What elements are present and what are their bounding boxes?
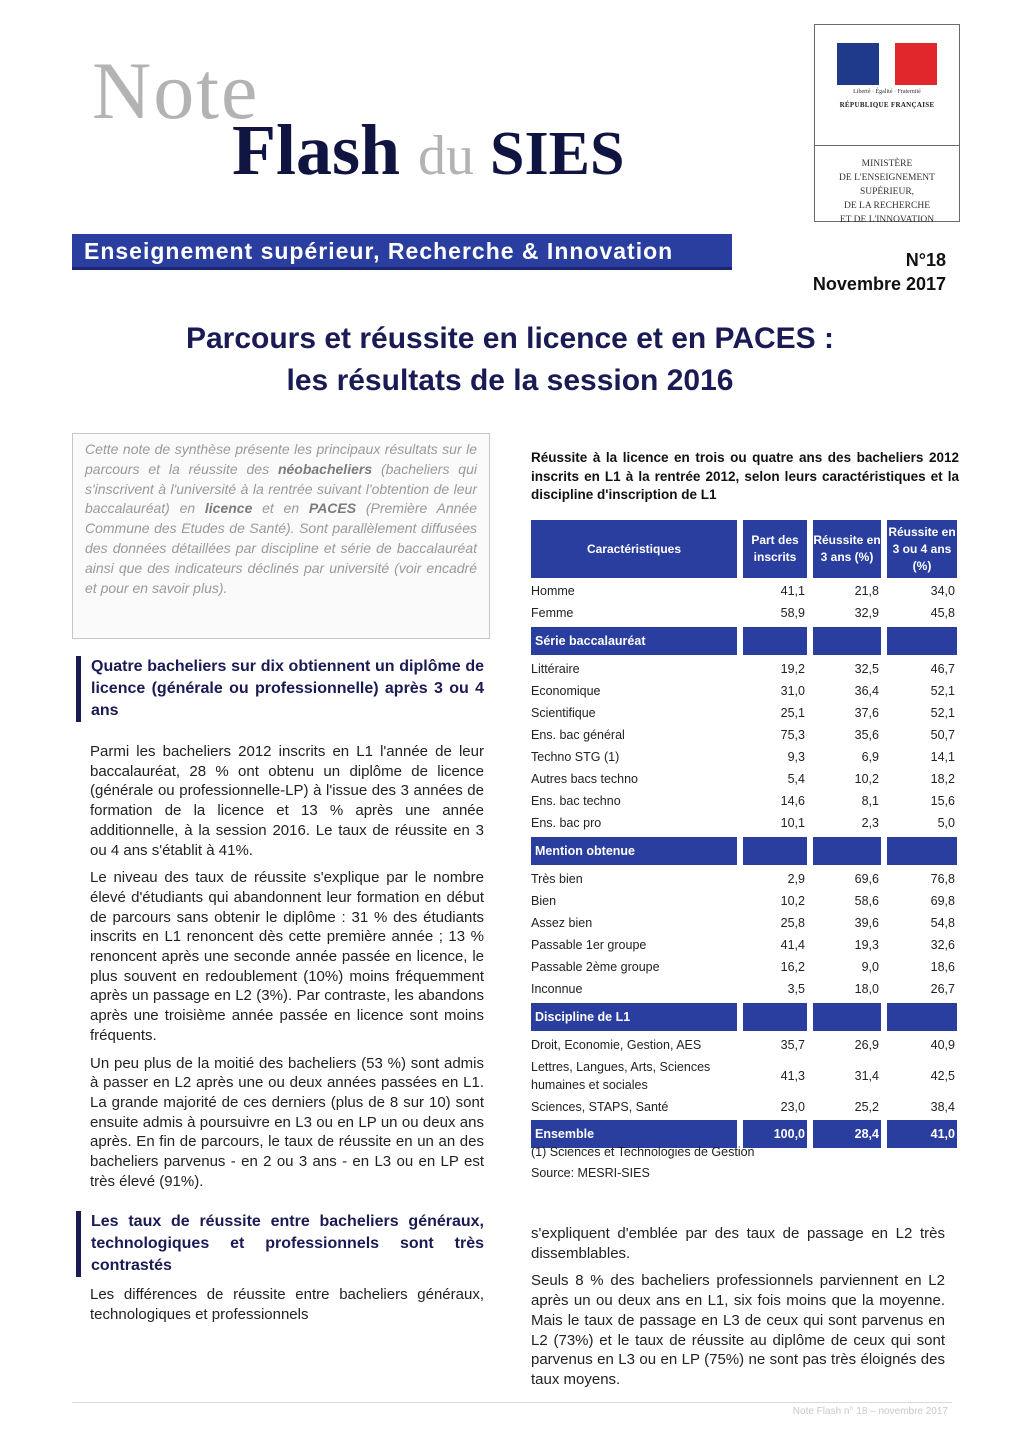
row-value: 41,3 bbox=[780, 1069, 805, 1083]
table-section-header bbox=[531, 627, 961, 655]
row-value: 75,3 bbox=[780, 728, 805, 742]
logo-ministry-line: ET DE L'INNOVATION bbox=[839, 215, 935, 225]
row-value: 40,9 bbox=[930, 1038, 955, 1052]
table-row bbox=[531, 912, 961, 934]
row-value: 8,1 bbox=[861, 794, 879, 808]
marianne-flag-icon bbox=[837, 43, 937, 85]
row-value: 52,1 bbox=[930, 684, 955, 698]
section-fill bbox=[743, 837, 807, 865]
row-value: 41,1 bbox=[780, 584, 805, 598]
section-fill bbox=[887, 627, 957, 655]
table-row bbox=[531, 768, 961, 790]
table-row bbox=[531, 978, 961, 1000]
row-value: 18,2 bbox=[930, 772, 955, 786]
row-value: 69,6 bbox=[854, 872, 879, 886]
total-cell: 28,4 bbox=[813, 1120, 881, 1148]
row-value: 39,6 bbox=[854, 916, 879, 930]
row-value: 25,2 bbox=[854, 1100, 879, 1114]
section-fill bbox=[887, 1003, 957, 1031]
table-row bbox=[531, 868, 961, 890]
row-label: Droit, Economie, Gestion, AES bbox=[531, 1038, 702, 1052]
table-notes bbox=[531, 1142, 755, 1184]
section-fill bbox=[743, 627, 807, 655]
row-value: 34,0 bbox=[930, 584, 955, 598]
section-title: Mention obtenue bbox=[531, 837, 737, 865]
body-paragraph: Les différences de réussite entre bacheliers généraux, technologiques et professionnels bbox=[90, 1286, 484, 1324]
row-value: 25,8 bbox=[780, 916, 805, 930]
row-value: 31,0 bbox=[780, 684, 805, 698]
section-fill bbox=[813, 627, 881, 655]
row-value: 19,2 bbox=[780, 662, 805, 676]
abstract-term: PACES bbox=[308, 500, 357, 517]
total-cell: 41,0 bbox=[887, 1120, 957, 1148]
row-value: 14,6 bbox=[780, 794, 805, 808]
table-row bbox=[531, 680, 961, 702]
row-value: 42,5 bbox=[930, 1069, 955, 1083]
row-value: 10,2 bbox=[854, 772, 879, 786]
right-column bbox=[531, 1224, 945, 1398]
row-value: 32,9 bbox=[854, 606, 879, 620]
row-label: Sciences, STAPS, Santé bbox=[531, 1100, 669, 1114]
table-row bbox=[531, 934, 961, 956]
masthead-note: Note bbox=[92, 45, 260, 136]
logo-ministry-line: DE L'ENSEIGNEMENT bbox=[839, 173, 935, 183]
section-heading: Quatre bacheliers sur dix obtiennent un diplôme de licence (générale ou professionnelle) après 3 ou 4 ans bbox=[76, 656, 484, 722]
row-value: 3,5 bbox=[787, 982, 805, 996]
header-cell: Caractéristiques bbox=[531, 520, 737, 578]
table-row bbox=[531, 658, 961, 680]
abstract-text: (Première Année Commune des Etudes de Santé). Sont parallèlement diffusées des données détaillées par discipline et série de baccalauréat ainsi que des indicateurs déclinés par université (voir encadré et pour en savoir plus). bbox=[85, 500, 478, 596]
row-value: 10,2 bbox=[780, 894, 805, 908]
footer-divider bbox=[72, 1402, 952, 1403]
table-header bbox=[531, 520, 961, 578]
section-banner: Enseignement supérieur, Recherche & Innovation bbox=[72, 234, 732, 270]
row-value: 38,4 bbox=[930, 1100, 955, 1114]
issue-info bbox=[813, 248, 946, 296]
row-value: 23,0 bbox=[780, 1100, 805, 1114]
body-paragraph: Le niveau des taux de réussite s'explique par le nombre élevé d'étudiants qui abandonnent leur formation en début de parcours sans obtenir le diplôme : 31 % des étudiants inscrits en L1 renoncent dès cette première année ; 13 % renoncent après une seconde année passée en licence, le plus souvent en redoublement (10%) moins fréquemment après un passage en L2 (3%). Par contraste, les abandons après une troisième année passée en licence sont moins fréquents. bbox=[90, 869, 484, 1044]
row-label: Inconnue bbox=[531, 982, 583, 996]
row-label: Passable 1er groupe bbox=[531, 938, 647, 952]
logo-ministry-line: MINISTÈRE bbox=[861, 159, 913, 169]
total-cell: 100,0 bbox=[743, 1120, 807, 1148]
logo-divider bbox=[815, 145, 959, 146]
row-label: Assez bien bbox=[531, 916, 593, 930]
row-label: Homme bbox=[531, 584, 575, 598]
row-value: 26,9 bbox=[854, 1038, 879, 1052]
row-label: Ens. bac général bbox=[531, 728, 625, 742]
abstract-text: Cette note de synthèse présente les principaux résultats sur le parcours et la réussite des bbox=[85, 441, 477, 477]
masthead-title bbox=[232, 110, 625, 190]
section-fill bbox=[887, 837, 957, 865]
page-title bbox=[60, 318, 960, 402]
section-title: Discipline de L1 bbox=[531, 1003, 737, 1031]
row-label: Très bien bbox=[531, 872, 583, 886]
issue-date: Novembre 2017 bbox=[812, 274, 946, 294]
row-value: 46,7 bbox=[930, 662, 955, 676]
header-cell: Réussite en 3 ans (%) bbox=[813, 520, 881, 578]
section-fill bbox=[743, 1003, 807, 1031]
table-body bbox=[531, 580, 961, 1118]
row-value: 9,0 bbox=[861, 960, 879, 974]
title-line-1: Parcours et réussite en licence et en PACES : bbox=[185, 322, 835, 355]
row-value: 32,6 bbox=[930, 938, 955, 952]
row-value: 35,6 bbox=[854, 728, 879, 742]
table-row bbox=[531, 956, 961, 978]
table-row bbox=[531, 746, 961, 768]
row-label: Economique bbox=[531, 684, 601, 698]
abstract-term: licence bbox=[204, 500, 253, 517]
row-value: 31,4 bbox=[854, 1069, 879, 1083]
row-label: Ens. bac pro bbox=[531, 816, 602, 830]
row-value: 26,7 bbox=[930, 982, 955, 996]
table-row bbox=[531, 724, 961, 746]
table-row bbox=[531, 702, 961, 724]
row-value: 6,9 bbox=[861, 750, 879, 764]
row-value: 35,7 bbox=[780, 1038, 805, 1052]
row-value: 9,3 bbox=[787, 750, 805, 764]
logo-ministry bbox=[819, 157, 955, 227]
row-value: 18,0 bbox=[854, 982, 879, 996]
abstract-text: (bacheliers qui s'inscrivent à l'université à la rentrée suivant l'obtention de leur baccalauréat) en bbox=[85, 460, 477, 517]
row-value: 54,8 bbox=[930, 916, 955, 930]
row-label: Lettres, Langues, Arts, Sciences humaines et sociales bbox=[531, 1060, 711, 1092]
row-value: 2,3 bbox=[861, 816, 879, 830]
row-value: 5,0 bbox=[937, 816, 955, 830]
table-row bbox=[531, 812, 961, 834]
table-row bbox=[531, 1056, 961, 1096]
abstract-text: et en bbox=[252, 500, 309, 517]
table-footnote: (1) Sciences et Technologies de Gestion bbox=[531, 1145, 755, 1159]
header-cell: Réussite en 3 ou 4 ans (%) bbox=[887, 520, 957, 578]
row-value: 58,6 bbox=[854, 894, 879, 908]
row-label: Ens. bac techno bbox=[531, 794, 621, 808]
table-row bbox=[531, 890, 961, 912]
masthead-sies: SIES bbox=[490, 120, 625, 188]
table-section-header bbox=[531, 1003, 961, 1031]
row-value: 18,6 bbox=[930, 960, 955, 974]
page-footer: Note Flash n° 18 – novembre 2017 bbox=[792, 1406, 948, 1417]
row-value: 50,7 bbox=[930, 728, 955, 742]
left-column bbox=[76, 656, 484, 1333]
table-row bbox=[531, 580, 961, 602]
table-row bbox=[531, 1096, 961, 1118]
logo-motto: Liberté · Égalité · Fraternité bbox=[853, 89, 921, 95]
abstract-box bbox=[72, 433, 490, 639]
row-label: Bien bbox=[531, 894, 557, 908]
row-value: 41,4 bbox=[780, 938, 805, 952]
body-paragraph: Seuls 8 % des bacheliers professionnels parviennent en L2 après un ou deux ans en L1, six fois moins que la moyenne. Mais le taux de passage en L3 de ceux qui sont parvenus en L2 (73%) et le taux de réussite au diplôme de ceux qui sont parvenus en L3 ou en LP (75%) ne sont pas très éloignés des taux moyens. bbox=[531, 1272, 945, 1388]
row-value: 36,4 bbox=[854, 684, 879, 698]
row-value: 76,8 bbox=[930, 872, 955, 886]
row-value: 15,6 bbox=[930, 794, 955, 808]
row-value: 32,5 bbox=[854, 662, 879, 676]
body-paragraph: Parmi les bacheliers 2012 inscrits en L1 l'année de leur baccalauréat, 28 % ont obtenu un diplôme de licence (générale ou professionnelle-LP) à l'issue des 3 années de formation de la licence et 13 % après une année additionnelle, à la session 2016. Le taux de réussite en 3 ou 4 ans s'établit à 41%. bbox=[90, 743, 484, 859]
body-paragraph: s'expliquent d'emblée par des taux de passage en L2 très dissemblables. bbox=[531, 1225, 945, 1262]
row-value: 5,4 bbox=[787, 772, 805, 786]
row-value: 21,8 bbox=[854, 584, 879, 598]
table-row bbox=[531, 1034, 961, 1056]
body-paragraph: Un peu plus de la moitié des bacheliers (53 %) sont admis à passer en L2 après une ou deux années passées en L1. La grande majorité de ces derniers (plus de 8 sur 10) sont ensuite admis à poursuivre en L3 ou en LP un ou deux ans après. En fin de parcours, le taux de réussite en un an des bacheliers parvenus - en 2 ou 3 ans - en L3 ou en LP est très élevé (91%). bbox=[90, 1054, 484, 1190]
row-value: 52,1 bbox=[930, 706, 955, 720]
table-row bbox=[531, 790, 961, 812]
row-value: 19,3 bbox=[854, 938, 879, 952]
logo-republique: RÉPUBLIQUE FRANÇAISE bbox=[839, 101, 935, 109]
row-label: Littéraire bbox=[531, 662, 580, 676]
row-value: 25,1 bbox=[780, 706, 805, 720]
ministry-logo bbox=[814, 24, 960, 225]
row-value: 58,9 bbox=[780, 606, 805, 620]
row-value: 45,8 bbox=[930, 606, 955, 620]
row-label: Autres bacs techno bbox=[531, 772, 639, 786]
row-value: 37,6 bbox=[854, 706, 879, 720]
row-value: 69,8 bbox=[930, 894, 955, 908]
total-label: Ensemble bbox=[531, 1120, 737, 1148]
row-label: Scientifique bbox=[531, 706, 596, 720]
table-section-header bbox=[531, 837, 961, 865]
logo-ministry-line: SUPÉRIEUR, bbox=[859, 187, 915, 197]
row-value: 10,1 bbox=[780, 816, 805, 830]
table-caption: Réussite à la licence en trois ou quatre ans des bacheliers 2012 inscrits en L1 à la rentrée 2012, selon leurs caractéristiques et la discipline d'inscription de L1 bbox=[531, 450, 959, 502]
row-value: 2,9 bbox=[787, 872, 805, 886]
row-label: Techno STG (1) bbox=[531, 750, 620, 764]
section-fill bbox=[813, 1003, 881, 1031]
masthead-du: du bbox=[418, 125, 475, 187]
results-table bbox=[531, 520, 961, 1148]
logo-ministry-line: DE LA RECHERCHE bbox=[843, 201, 931, 211]
issue-number: N°18 bbox=[905, 250, 946, 270]
section-fill bbox=[813, 837, 881, 865]
table-source: Source: MESRI-SIES bbox=[531, 1166, 650, 1180]
row-value: 16,2 bbox=[780, 960, 805, 974]
title-line-2: les résultats de la session 2016 bbox=[286, 364, 734, 397]
row-label: Femme bbox=[531, 606, 574, 620]
table-row bbox=[531, 602, 961, 624]
row-value: 14,1 bbox=[930, 750, 955, 764]
section-heading: Les taux de réussite entre bacheliers généraux, technologiques et professionnels sont très contrastés bbox=[76, 1211, 484, 1277]
abstract-term: néobacheliers bbox=[277, 460, 373, 477]
row-label: Passable 2ème groupe bbox=[531, 960, 660, 974]
masthead-flash: Flash bbox=[232, 110, 401, 190]
section-title: Série baccalauréat bbox=[531, 627, 737, 655]
header-cell: Part des inscrits bbox=[743, 520, 807, 578]
